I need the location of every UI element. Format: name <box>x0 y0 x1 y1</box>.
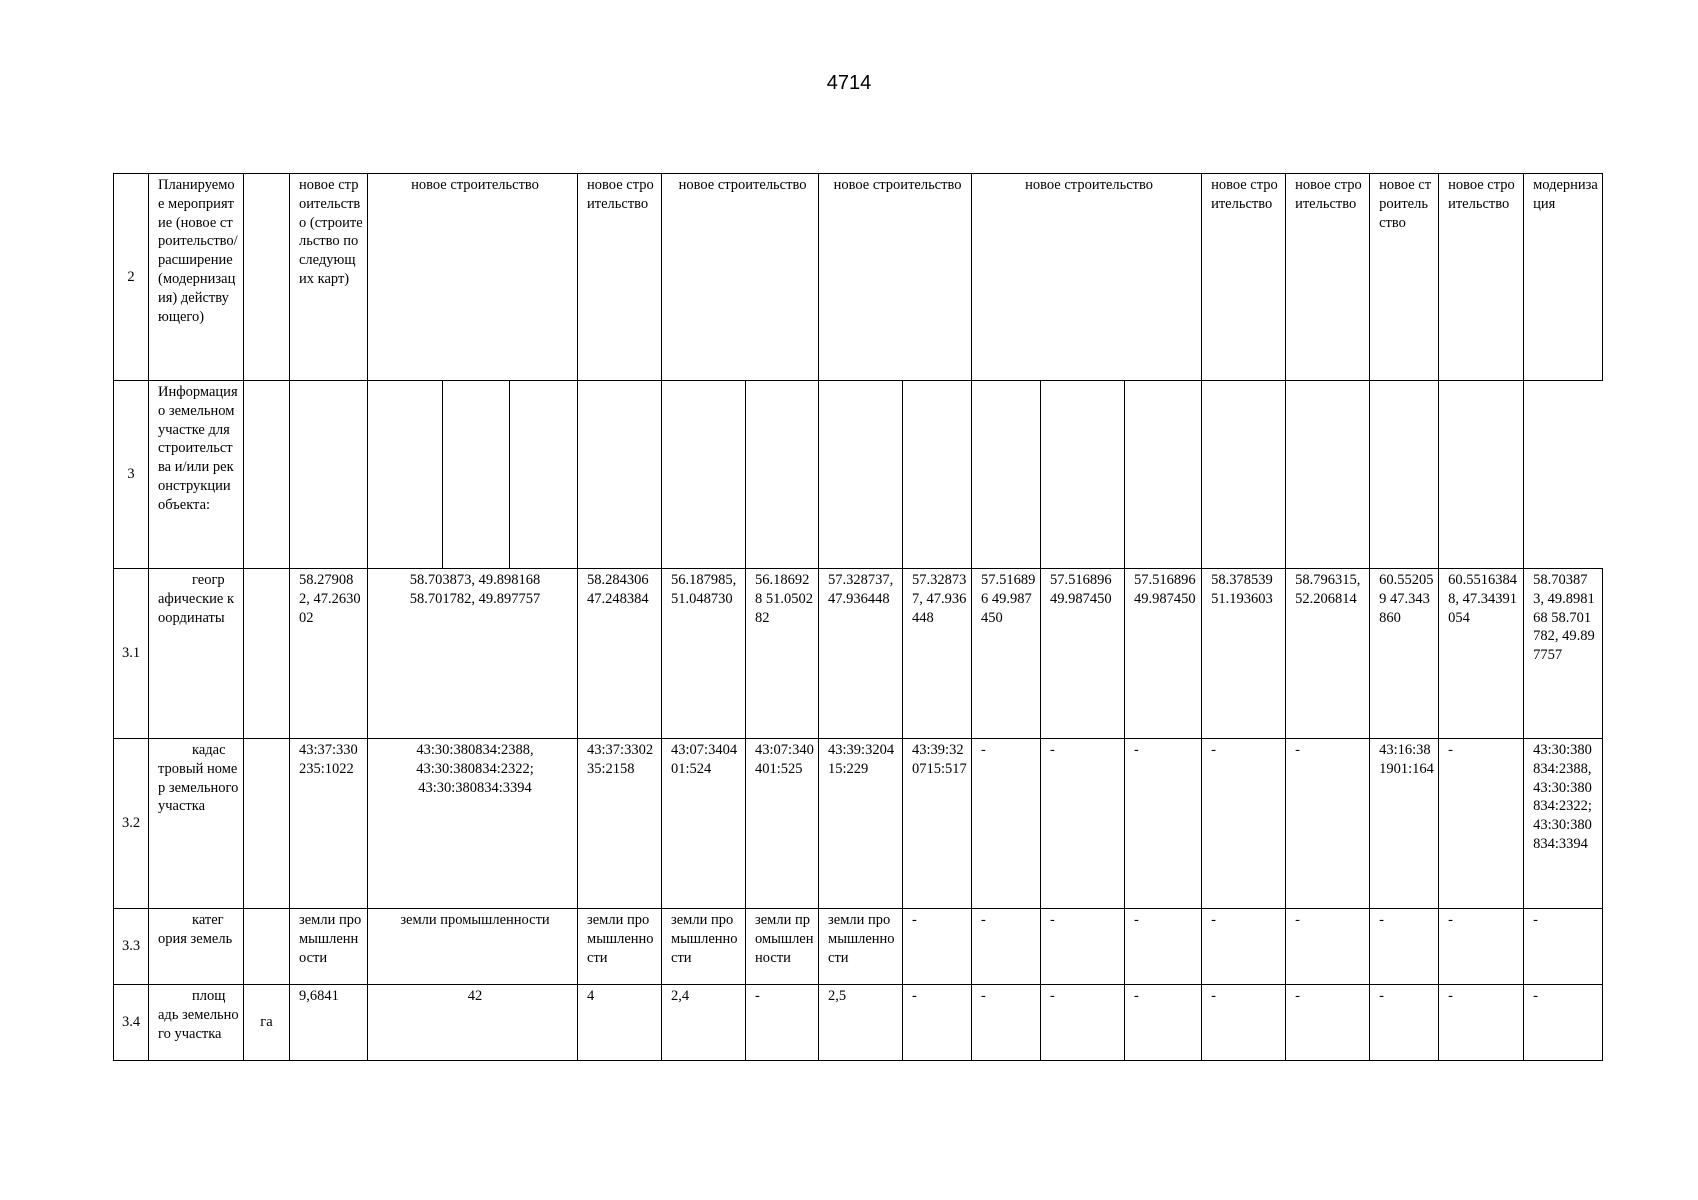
unit-cell <box>244 909 290 985</box>
row-label-first: площ <box>192 988 226 1004</box>
table-cell <box>746 381 819 569</box>
table-cell: 43:39:320415:229 <box>819 739 903 909</box>
table-cell: - <box>1439 909 1524 985</box>
row-plot-area <box>114 985 1603 1061</box>
table-cell <box>1439 381 1524 569</box>
table-cell: - <box>1125 739 1202 909</box>
row-label-first: кадас <box>192 742 226 758</box>
table-cell <box>1370 381 1439 569</box>
table-cell <box>368 381 443 569</box>
table-cell: 57.516896 49.987450 <box>972 569 1041 739</box>
table-cell: земли промышленности <box>368 909 578 985</box>
coord-line: 58.701782, 49.897757 <box>409 590 541 607</box>
table-cell: - <box>1286 909 1370 985</box>
table-cell: новое строительство <box>972 174 1202 381</box>
table-cell: новое строительство <box>578 174 662 381</box>
table-cell: 58.284306 47.248384 <box>578 569 662 739</box>
row-geo-coordinates <box>114 569 1603 739</box>
table-cell: - <box>972 739 1041 909</box>
table-cell: - <box>972 985 1041 1061</box>
table-cell: - <box>1041 739 1125 909</box>
row-planned-activity <box>114 174 1603 381</box>
table-cell: 43:16:381901:164 <box>1370 739 1439 909</box>
unit-cell <box>244 569 290 739</box>
table-cell: 57.516896 49.987450 <box>1125 569 1202 739</box>
table-cell: земли промышленности <box>819 909 903 985</box>
table-cell: - <box>972 909 1041 985</box>
table-cell <box>903 381 972 569</box>
table-cell: - <box>1286 739 1370 909</box>
row-label-first: геогр <box>192 572 225 588</box>
table-cell <box>972 381 1041 569</box>
page-number: 4714 <box>826 72 872 94</box>
table-cell: земли промышленности <box>578 909 662 985</box>
row-label-rest: афические координаты <box>158 590 235 626</box>
table-cell: 43:07:340401:525 <box>746 739 819 909</box>
unit-cell: га <box>244 985 290 1061</box>
table-cell: 4 <box>578 985 662 1061</box>
table-cell: - <box>1524 985 1603 1061</box>
table-cell <box>819 381 903 569</box>
table-cell: новое строительство <box>819 174 972 381</box>
table-cell: - <box>1439 985 1524 1061</box>
table-cell: новое строительство (строительство последующих карт) <box>290 174 368 381</box>
table-cell: - <box>1202 909 1286 985</box>
table-cell: земли промышленности <box>662 909 746 985</box>
table-cell: земли промышленности <box>746 909 819 985</box>
table-cell <box>578 381 662 569</box>
row-label-first: катег <box>192 912 224 928</box>
table-cell: 57.328737, 47.936448 <box>903 569 972 739</box>
row-label <box>149 909 244 985</box>
coord-line: 58.703873, 49.898168 <box>409 572 541 588</box>
table-cell: 42 <box>368 985 578 1061</box>
table-cell: новое строительство <box>1202 174 1286 381</box>
table-cell: новое строительство <box>1370 174 1439 381</box>
table-cell: - <box>1202 985 1286 1061</box>
table-cell: новое строительство <box>1286 174 1370 381</box>
row-land-category <box>114 909 1603 985</box>
table-cell: - <box>1125 909 1202 985</box>
table-cell: 2,5 <box>819 985 903 1061</box>
table-cell: 43:07:340401:524 <box>662 739 746 909</box>
table-cell: 58.703873, 49.898168 58.701782, 49.897757 <box>1524 569 1603 739</box>
table-cell: 9,6841 <box>290 985 368 1061</box>
table-cell <box>368 739 578 909</box>
row-cadastral-number <box>114 739 1603 909</box>
table-cell: 43:39:320715:517 <box>903 739 972 909</box>
table-cell: 43:30:380834:2388, 43:30:380834:2322; 43:30:380834:3394 <box>1524 739 1603 909</box>
table-cell <box>1286 381 1370 569</box>
table-cell: - <box>1524 909 1603 985</box>
row-label-rest: адь земельного участка <box>158 1006 239 1042</box>
row-number: 3.4 <box>114 985 149 1061</box>
table-cell <box>368 569 578 739</box>
cadastral-line: 43:30:380834:3394 <box>418 779 532 796</box>
land-plot-table <box>113 173 1603 1061</box>
table-cell <box>510 381 578 569</box>
row-number: 2 <box>114 174 149 381</box>
row-label-rest: тровый номер земельного участка <box>158 760 239 815</box>
table-cell <box>1041 381 1125 569</box>
row-label: Информация о земельном участке для строительства и/или реконструкции объекта: <box>149 381 244 569</box>
table-cell: 57.328737, 47.936448 <box>819 569 903 739</box>
table-cell <box>1202 381 1286 569</box>
row-label <box>149 569 244 739</box>
table-cell <box>443 381 510 569</box>
table-cell: - <box>1370 909 1439 985</box>
table-cell <box>290 381 368 569</box>
row-number: 3 <box>114 381 149 569</box>
table-cell: 2,4 <box>662 985 746 1061</box>
row-number: 3.1 <box>114 569 149 739</box>
unit-cell <box>244 739 290 909</box>
table-cell: новое строительство <box>662 174 819 381</box>
row-label <box>149 739 244 909</box>
table-cell: новое строительство <box>368 174 578 381</box>
table-cell: 58.378539 51.193603 <box>1202 569 1286 739</box>
table-cell: новое строительство <box>1439 174 1524 381</box>
table-cell: - <box>1041 909 1125 985</box>
table-cell: 56.187985, 51.048730 <box>662 569 746 739</box>
cadastral-line: 43:30:380834:2322; <box>416 760 534 777</box>
row-land-info <box>114 381 1603 569</box>
table-cell: 57.516896 49.987450 <box>1041 569 1125 739</box>
table-cell: - <box>1125 985 1202 1061</box>
table-cell: 60.55163848, 47.34391054 <box>1439 569 1524 739</box>
table-cell <box>1125 381 1202 569</box>
row-label <box>149 985 244 1061</box>
table-cell: - <box>1286 985 1370 1061</box>
table-cell: земли промышленности <box>290 909 368 985</box>
unit-cell <box>244 381 290 569</box>
table-cell: - <box>903 909 972 985</box>
row-label: Планируемое мероприятие (новое строительство/расширение (модернизация) действующего) <box>149 174 244 381</box>
unit-cell <box>244 174 290 381</box>
cadastral-line: 43:30:380834:2388, <box>416 742 534 758</box>
row-number: 3.3 <box>114 909 149 985</box>
row-number: 3.2 <box>114 739 149 909</box>
table-cell: - <box>903 985 972 1061</box>
table-cell: - <box>1439 739 1524 909</box>
table-cell: - <box>1041 985 1125 1061</box>
table-cell <box>662 381 746 569</box>
table-cell: 58.279082, 47.263002 <box>290 569 368 739</box>
row-label-rest: ория земель <box>158 930 233 947</box>
table-cell: 56.186928 51.050282 <box>746 569 819 739</box>
table-cell: - <box>746 985 819 1061</box>
table-cell: 60.552059 47.343860 <box>1370 569 1439 739</box>
table-cell: - <box>1370 985 1439 1061</box>
table-cell: - <box>1202 739 1286 909</box>
table-cell: 43:37:330235:1022 <box>290 739 368 909</box>
table-cell: модернизация <box>1524 174 1603 381</box>
table-cell: 43:37:330235:2158 <box>578 739 662 909</box>
table-cell: 58.796315, 52.206814 <box>1286 569 1370 739</box>
